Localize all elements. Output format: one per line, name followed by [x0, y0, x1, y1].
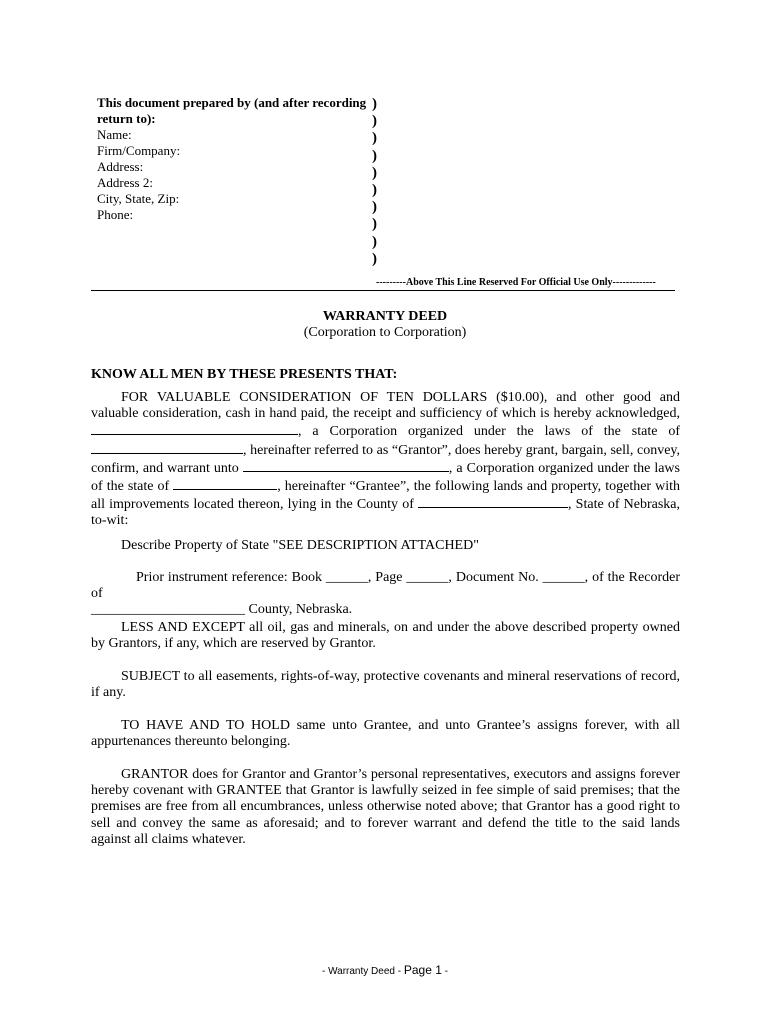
phone-field-label: Phone:	[97, 207, 134, 222]
grantor-state-blank[interactable]	[91, 441, 243, 454]
document-subtitle: (Corporation to Corporation)	[303, 325, 467, 340]
consideration-line7-head: all improvements located thereon, lying in the County of	[91, 497, 414, 513]
grantee-name-blank[interactable]	[243, 459, 449, 472]
consideration-line4	[91, 441, 680, 459]
footer-doc-name: - Warranty Deed -	[321, 966, 402, 977]
consideration-paragraph	[91, 390, 680, 530]
paren: )	[372, 130, 377, 147]
consideration-line6-text: , hereinafter “Grantee”, the following lands and property, together with	[277, 479, 681, 495]
subject-paragraph: SUBJECT to all easements, rights-of-way, protective covenants and mineral reservations of record, if any.	[91, 669, 680, 701]
less-except-paragraph: LESS AND EXCEPT all oil, gas and minerals, on and under the above described property owned by Grantors, if any, which are reserved by Grantor.	[91, 620, 680, 652]
prior-instrument-line1: Prior instrument reference: Book ______, Page ______, Document No. ______, of the Recorder of	[91, 570, 680, 602]
to-have-paragraph: TO HAVE AND TO HOLD same unto Grantee, and unto Grantee’s assigns forever, with all appurtenances thereunto belonging.	[91, 718, 680, 750]
firm-field-label: Firm/Company:	[97, 143, 181, 158]
grantee-state-blank[interactable]	[173, 477, 277, 490]
consideration-line7-text: , State of Nebraska,	[568, 497, 681, 513]
prepared-by-line1: This document prepared by (and after recording	[97, 95, 367, 110]
document-title: WARRANTY DEED	[322, 309, 448, 324]
paren: )	[372, 199, 377, 216]
prior-instrument-line2: ______________________ County, Nebraska.	[91, 602, 353, 618]
consideration-line8: to-wit:	[91, 513, 129, 529]
paren: )	[372, 113, 377, 130]
know-all-heading: KNOW ALL MEN BY THESE PRESENTS THAT:	[91, 367, 398, 382]
grantor-name-blank[interactable]	[91, 422, 298, 435]
prepared-by-line2: return to):	[97, 111, 156, 126]
paren: )	[372, 96, 377, 112]
consideration-line5-head: confirm, and warrant unto	[91, 460, 239, 476]
paren: )	[372, 216, 377, 233]
county-blank[interactable]	[418, 495, 568, 508]
consideration-line1: FOR VALUABLE CONSIDERATION OF TEN DOLLARS ($10.00), and other good and	[121, 390, 680, 405]
paren: )	[372, 147, 377, 164]
name-field-label: Name:	[97, 127, 132, 142]
paren: )	[372, 233, 377, 250]
consideration-line5	[91, 459, 680, 477]
prior-instrument-paragraph	[91, 570, 680, 619]
consideration-line3	[91, 422, 680, 440]
address-field-label: Address:	[97, 159, 144, 174]
paren: )	[372, 250, 377, 267]
city-state-zip-field-label: City, State, Zip:	[97, 191, 180, 206]
describe-property: Describe Property of State "SEE DESCRIPTION ATTACHED"	[121, 538, 479, 553]
page-footer	[0, 963, 770, 977]
divider-line	[91, 290, 675, 291]
official-use-line: ---------Above This Line Reserved For Official Use Only-------------	[376, 277, 656, 288]
consideration-line4-text: , hereinafter referred to as “Grantor”, does hereby grant, bargain, sell, convey,	[243, 442, 680, 458]
consideration-line6-head: of the state of	[91, 479, 170, 495]
consideration-line3-text: , a Corporation organized under the laws of the state of	[298, 424, 680, 440]
paren: )	[372, 164, 377, 181]
consideration-line7	[91, 495, 680, 513]
address2-field-label: Address 2:	[97, 175, 153, 190]
parenthesis-column	[372, 96, 382, 268]
consideration-line2: valuable consideration, cash in hand paid, the receipt and sufficiency of which is hereby acknowledged,	[91, 406, 680, 422]
paren: )	[372, 182, 377, 199]
grantor-covenant-paragraph: GRANTOR does for Grantor and Grantor’s personal representatives, executors and assigns forever hereby covenant with GRANTEE that Grantor is lawfully seized in fee simple of said premises; that the premises are free from all encumbrances, unless otherwise noted above; that Grantor has a good right to sell and convey the same as aforesaid; and to forever warrant and defend the title to the said lands against all claims whatever.	[91, 767, 680, 847]
footer-dash: -	[444, 966, 449, 977]
prepared-by-block	[97, 95, 367, 223]
consideration-line6	[91, 477, 680, 495]
consideration-line5-text: , a Corporation organized under the laws	[448, 460, 680, 476]
footer-page-number: Page 1	[403, 963, 442, 977]
